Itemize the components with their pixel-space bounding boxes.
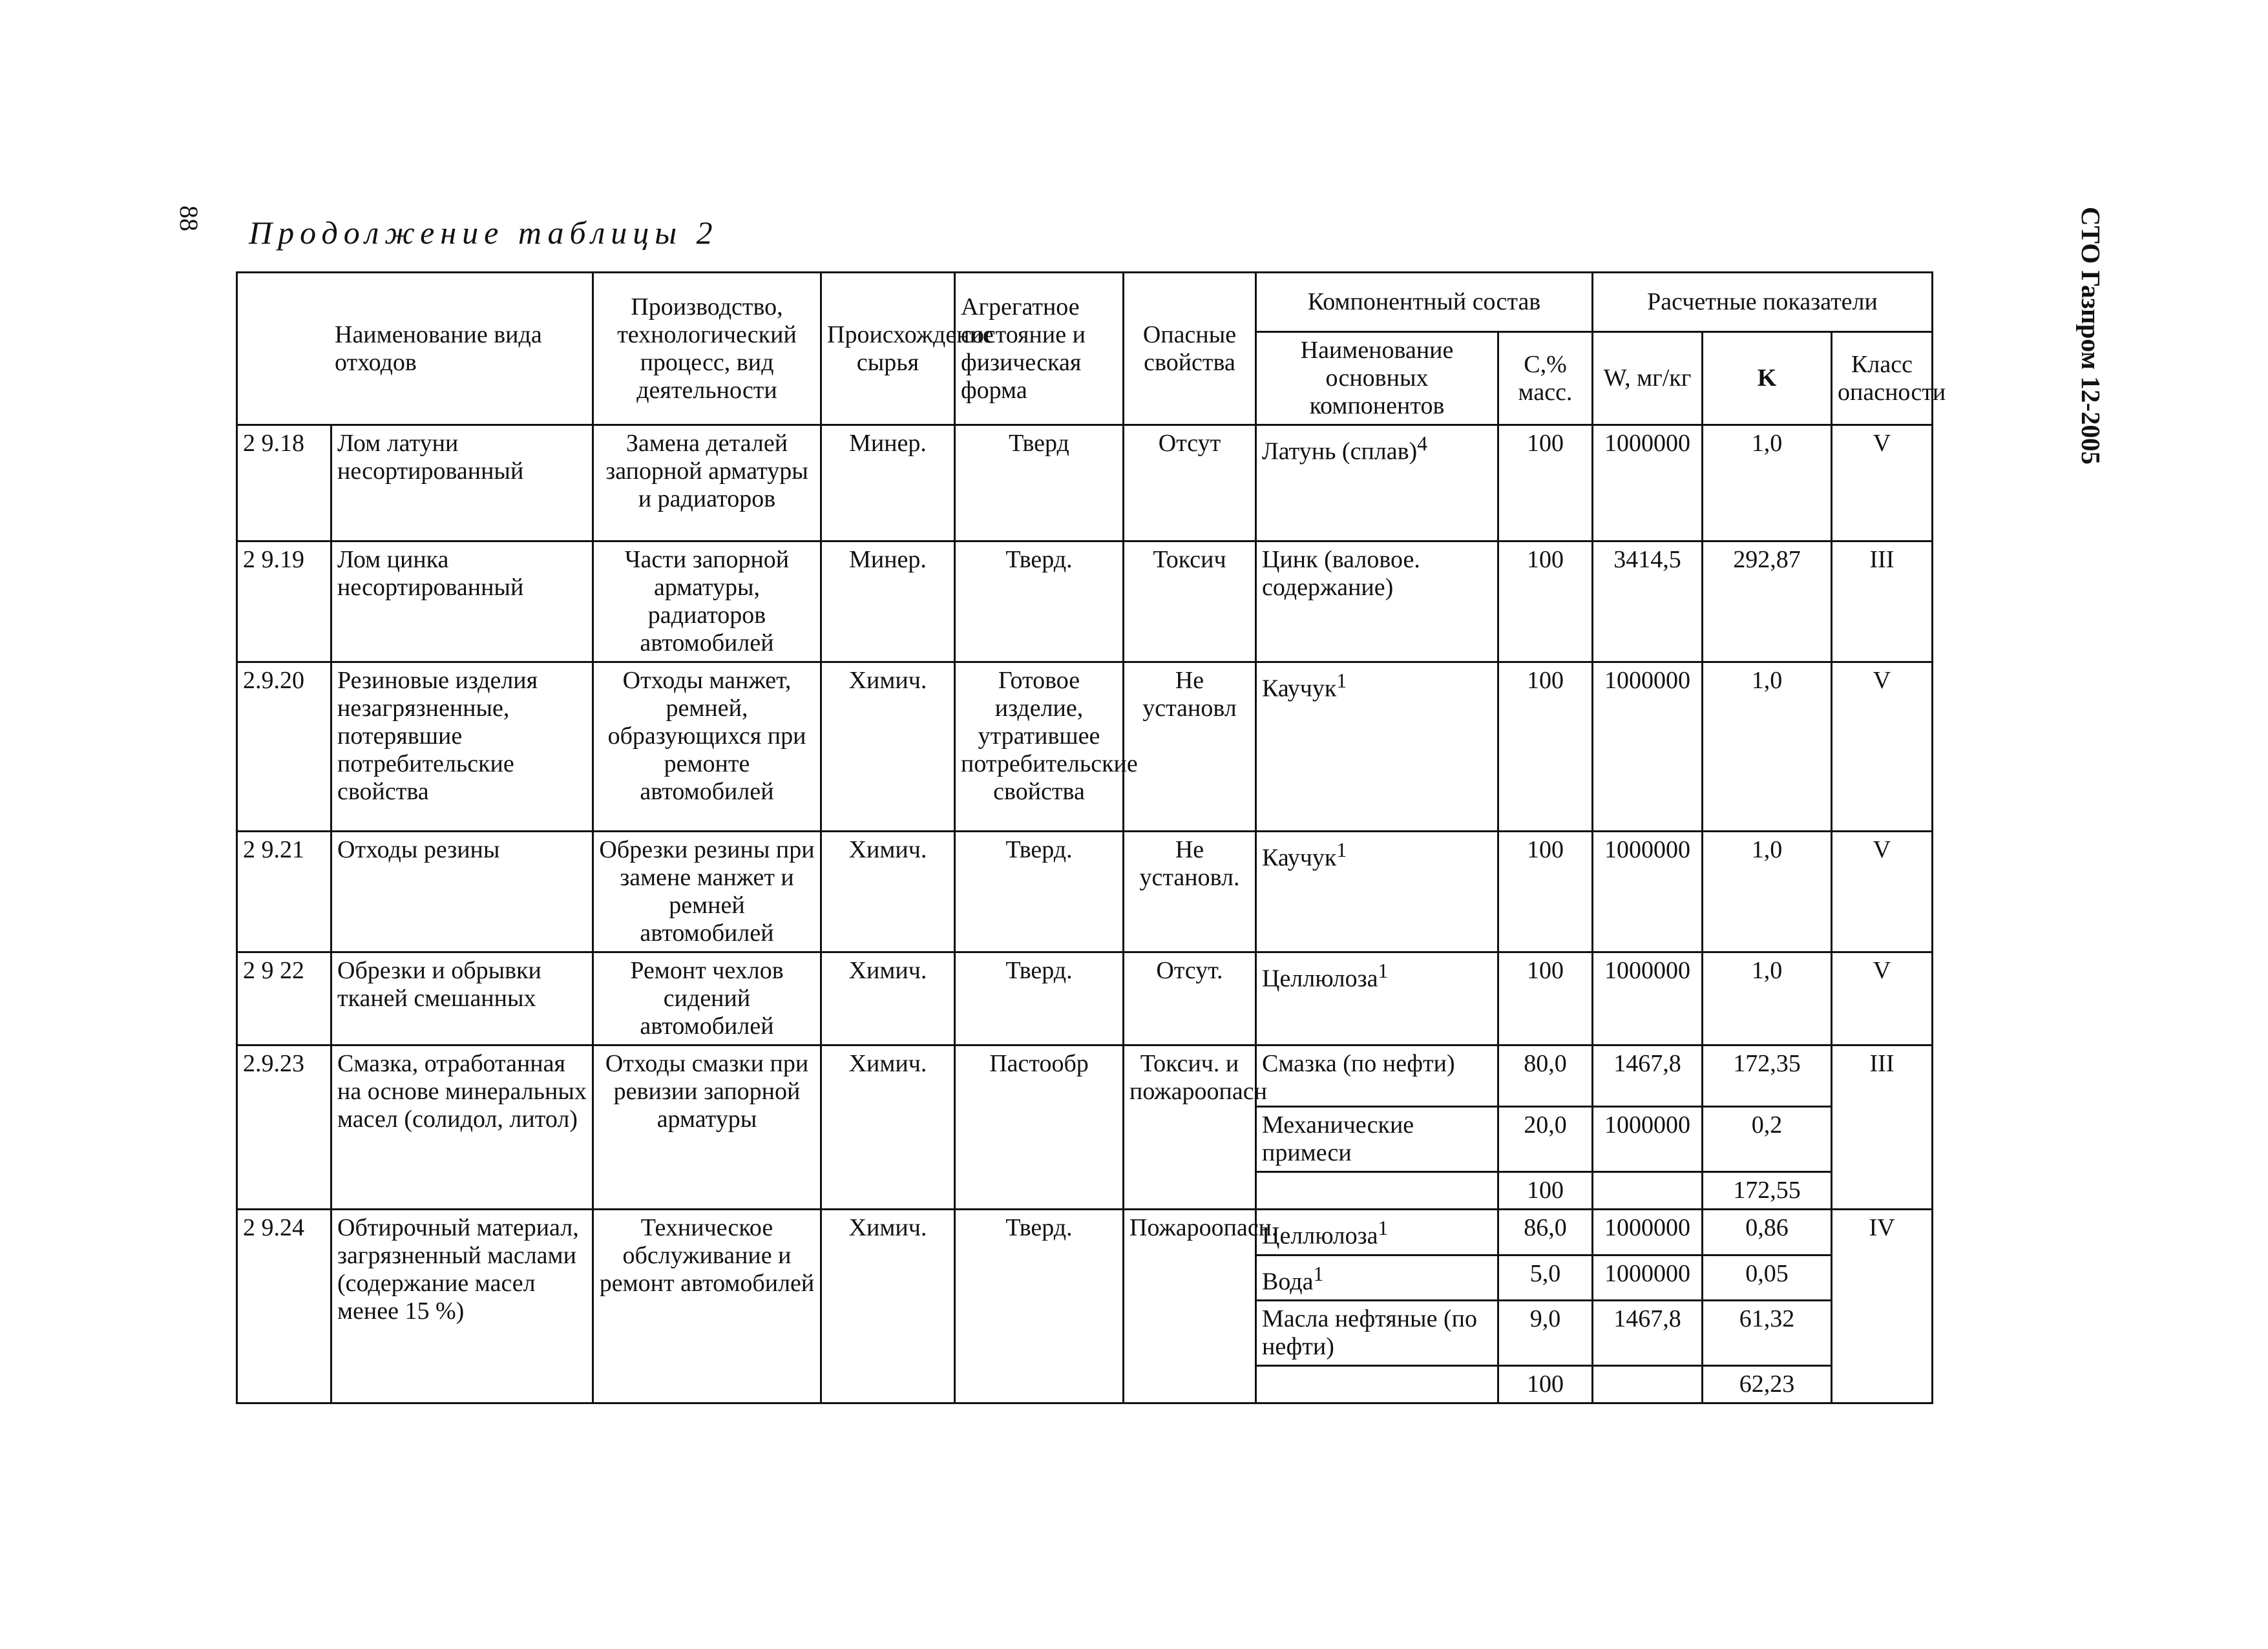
- row-state: Готовое изделие, утратившее потребительские свойства: [955, 662, 1124, 832]
- row-production: Замена деталей запорной арматуры и радиаторов: [593, 425, 821, 541]
- component-c-total: 100: [1498, 1366, 1593, 1403]
- row-origin: Химич.: [821, 662, 955, 832]
- header-hazard: Опасные свойства: [1124, 273, 1256, 425]
- page-number: 88: [174, 205, 204, 231]
- row-origin: Химич.: [821, 1045, 955, 1210]
- row-state: Тверд.: [955, 541, 1124, 662]
- row-origin: Минер.: [821, 541, 955, 662]
- table-row: [237, 952, 1933, 1045]
- header-class: Класс опасности: [1832, 332, 1933, 425]
- component-name: Каучук$^1$: [1256, 662, 1498, 832]
- row-origin: Химич.: [821, 832, 955, 952]
- row-hazard: Не установл: [1124, 662, 1256, 832]
- row-production: Техническое обслуживание и ремонт автомобилей: [593, 1210, 821, 1403]
- component-name: Вода$^1$: [1256, 1255, 1498, 1301]
- component-w: 1000000: [1593, 1210, 1703, 1255]
- row-class: V: [1832, 832, 1933, 952]
- row-production: Отходы манжет, ремней, образующихся при ремонте автомобилей: [593, 662, 821, 832]
- row-name: Обтирочный материал, загрязненный маслами (содержание масел менее 15 %): [331, 1210, 593, 1403]
- row-name: Лом латуни несортированный: [331, 425, 593, 541]
- component-name: Каучук$^1$: [1256, 832, 1498, 952]
- table-row: [237, 1045, 1933, 1107]
- component-c: 100: [1498, 832, 1593, 952]
- component-name: Целлюлоза$^1$: [1256, 952, 1498, 1045]
- component-k: 1,0: [1703, 425, 1832, 541]
- component-name: Смазка (по нефти): [1256, 1045, 1498, 1107]
- row-code: 2 9.24: [237, 1210, 331, 1403]
- component-k: 0,05: [1703, 1255, 1832, 1301]
- component-k: 1,0: [1703, 832, 1832, 952]
- row-code: 2 9.21: [237, 832, 331, 952]
- document-code-text: СТО Газпром 12-2005: [2076, 207, 2106, 465]
- component-w: 3414,5: [1593, 541, 1703, 662]
- component-name: Механические примеси: [1256, 1107, 1498, 1172]
- header-name: Наименование вида отходов: [237, 273, 593, 425]
- row-production: Обрезки резины при замене манжет и ремней автомобилей: [593, 832, 821, 952]
- component-c: 80,0: [1498, 1045, 1593, 1107]
- component-k: 0,86: [1703, 1210, 1832, 1255]
- row-code: 2 9.19: [237, 541, 331, 662]
- row-state: Тверд.: [955, 832, 1124, 952]
- row-name: Обрезки и обрывки тканей смешанных: [331, 952, 593, 1045]
- component-name: Латунь (сплав)$^4$: [1256, 425, 1498, 541]
- component-k-total: 172,55: [1703, 1172, 1832, 1210]
- component-c-total: 100: [1498, 1172, 1593, 1210]
- row-name: Лом цинка несортированный: [331, 541, 593, 662]
- row-name: Смазка, отработанная на основе минеральных масел (солидол, литол): [331, 1045, 593, 1210]
- row-state: Тверд.: [955, 952, 1124, 1045]
- header-concentration: С,% масс.: [1498, 332, 1593, 425]
- row-hazard: Пожароопасн.: [1124, 1210, 1256, 1403]
- component-k: 172,35: [1703, 1045, 1832, 1107]
- table-row: [237, 832, 1933, 952]
- row-name: Отходы резины: [331, 832, 593, 952]
- row-origin: Химич.: [821, 952, 955, 1045]
- row-class: III: [1832, 1045, 1933, 1210]
- row-production: Части запорной арматуры, радиаторов автомобилей: [593, 541, 821, 662]
- header-calc-group: Расчетные показатели: [1593, 273, 1933, 332]
- row-state: Тверд: [955, 425, 1124, 541]
- row-hazard: Отсут: [1124, 425, 1256, 541]
- component-w: 1467,8: [1593, 1301, 1703, 1366]
- row-class: V: [1832, 662, 1933, 832]
- component-k: 61,32: [1703, 1301, 1832, 1366]
- row-class: IV: [1832, 1210, 1933, 1403]
- component-k: 1,0: [1703, 662, 1832, 832]
- row-hazard: Не установл.: [1124, 832, 1256, 952]
- row-code: 2 9 22: [237, 952, 331, 1045]
- component-c: 100: [1498, 662, 1593, 832]
- row-name: Резиновые изделия незагрязненные, потерявшие потребительские свойства: [331, 662, 593, 832]
- waste-table: [236, 271, 1946, 1404]
- table-continuation-title: Продолжение таблицы 2: [249, 215, 719, 251]
- component-c: 5,0: [1498, 1255, 1593, 1301]
- row-code: 2 9.18: [237, 425, 331, 541]
- row-code: 2.9.20: [237, 662, 331, 832]
- component-k: 0,2: [1703, 1107, 1832, 1172]
- row-origin: Химич.: [821, 1210, 955, 1403]
- row-class: III: [1832, 541, 1933, 662]
- component-name: [1256, 1172, 1498, 1210]
- row-state: Пастообр: [955, 1045, 1124, 1210]
- row-state: Тверд.: [955, 1210, 1124, 1403]
- component-name: Масла нефтяные (по нефти): [1256, 1301, 1498, 1366]
- component-c: 9,0: [1498, 1301, 1593, 1366]
- document-code-vertical: [2076, 207, 2123, 465]
- component-name: [1256, 1366, 1498, 1403]
- component-c: 20,0: [1498, 1107, 1593, 1172]
- component-c: 100: [1498, 425, 1593, 541]
- row-origin: Минер.: [821, 425, 955, 541]
- header-components-group: Компонентный состав: [1256, 273, 1593, 332]
- component-w: [1593, 1366, 1703, 1403]
- component-c: 100: [1498, 541, 1593, 662]
- component-w: 1000000: [1593, 952, 1703, 1045]
- table-row: [237, 662, 1933, 832]
- component-w: 1000000: [1593, 425, 1703, 541]
- row-class: V: [1832, 425, 1933, 541]
- row-hazard: Токсич: [1124, 541, 1256, 662]
- component-name: Целлюлоза$^1$: [1256, 1210, 1498, 1255]
- component-w: 1000000: [1593, 1255, 1703, 1301]
- component-w: [1593, 1172, 1703, 1210]
- component-w: 1000000: [1593, 832, 1703, 952]
- row-hazard: Отсут.: [1124, 952, 1256, 1045]
- row-class: V: [1832, 952, 1933, 1045]
- header-w: W, мг/кг: [1593, 332, 1703, 425]
- component-c: 86,0: [1498, 1210, 1593, 1255]
- component-c: 100: [1498, 952, 1593, 1045]
- table-row: [237, 1210, 1933, 1255]
- component-w: 1000000: [1593, 1107, 1703, 1172]
- component-w: 1000000: [1593, 662, 1703, 832]
- row-production: Ремонт чехлов сидений автомобилей: [593, 952, 821, 1045]
- header-k: K: [1703, 332, 1832, 425]
- row-code: 2.9.23: [237, 1045, 331, 1210]
- header-production: Производство, технологический процесс, вид деятельности: [593, 273, 821, 425]
- header-state: Агрегатное состояние и физическая форма: [955, 273, 1124, 425]
- header-component-name: Наименование основных компонентов: [1256, 332, 1498, 425]
- component-k-total: 62,23: [1703, 1366, 1832, 1403]
- table-row: [237, 541, 1933, 662]
- row-hazard: Токсич. и пожароопасн: [1124, 1045, 1256, 1210]
- row-production: Отходы смазки при ревизии запорной арматуры: [593, 1045, 821, 1210]
- header-origin: Происхождение сырья: [821, 273, 955, 425]
- component-name: Цинк (валовое. содержание): [1256, 541, 1498, 662]
- component-k: 292,87: [1703, 541, 1832, 662]
- component-w: 1467,8: [1593, 1045, 1703, 1107]
- table-row: [237, 425, 1933, 541]
- component-k: 1,0: [1703, 952, 1832, 1045]
